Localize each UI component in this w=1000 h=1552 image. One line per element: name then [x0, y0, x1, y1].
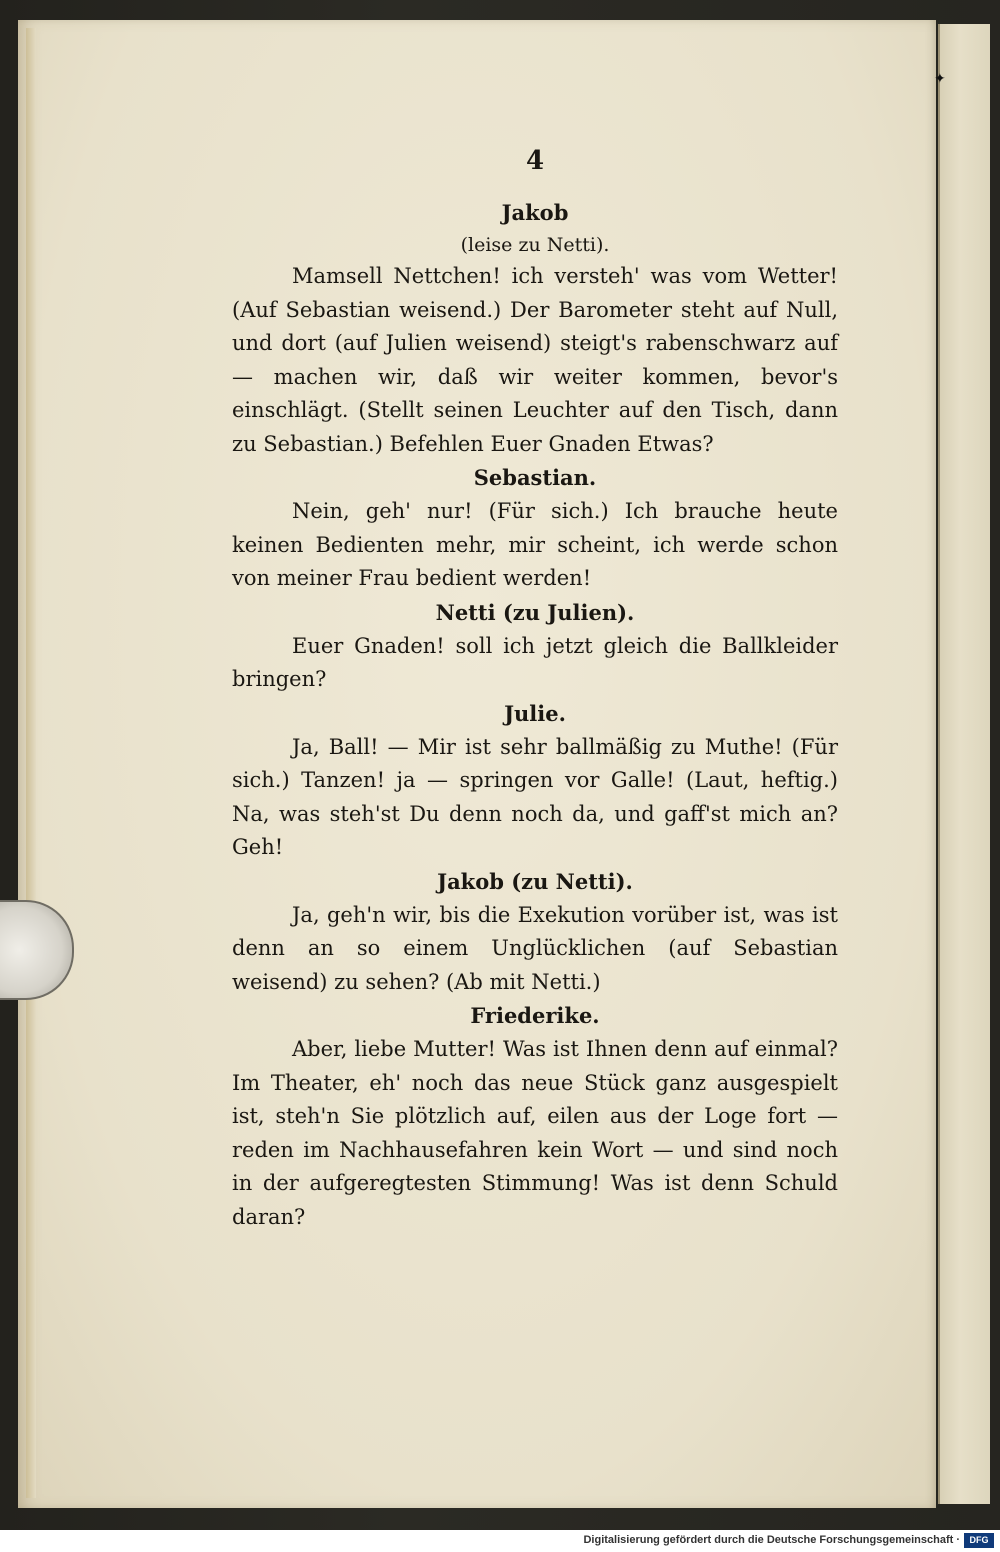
stage-direction: (leise zu Netti).: [460, 234, 610, 256]
dialogue-paragraph: Mamsell Nettchen! ich versteh' was vom Wetter! (Auf Sebastian weisend.) Der Barometer steht auf Null, und dort (auf Julien weisend) steigt's rabenschwarz auf — machen wir, daß wir weiter kommen, bevor's einschlägt. (Stellt seinen Leuchter auf den Tisch, dann zu Sebastian.) Befehlen Euer Gnaden Etwas?: [232, 264, 838, 456]
dialogue-paragraph: Nein, geh' nur! (Für sich.) Ich brauche heute keinen Bedienten mehr, mir scheint, ich werde schon von meiner Frau bedient werden!: [232, 499, 838, 590]
dfg-logo: DFG: [964, 1533, 994, 1548]
speaker-name: Netti (zu Julien).: [435, 599, 635, 625]
speaker-name: Friederike.: [470, 1003, 600, 1028]
dialogue-paragraph: Ja, Ball! — Mir ist sehr ballmäßig zu Muthe! (Für sich.) Tanzen! ja — springen vor Galle! (Laut, heftig.) Na, was steh'st Du denn noch da, und gaff'st mich an? Geh!: [232, 734, 838, 859]
dialogue-paragraph: Euer Gnaden! soll ich jetzt gleich die Ballkleider bringen?: [232, 633, 838, 691]
corner-mark: ✦: [934, 71, 946, 87]
credit-text: Digitalisierung gefördert durch die Deutsche Forschungsgemeinschaft ·: [583, 1534, 960, 1546]
speaker-name: Jakob (zu Netti).: [437, 868, 633, 894]
page-number: 4: [525, 146, 545, 176]
next-page-edge: [938, 24, 990, 1504]
page-gutter-shadow: [26, 28, 36, 1498]
speaker-name: Julie.: [504, 700, 566, 726]
dialogue-paragraph: Aber, liebe Mutter! Was ist Ihnen denn auf einmal? Im Theater, eh' noch das neue Stück ganz ausgespielt ist, steh'n Sie plötzlich auf, eilen aus der Loge fort — reden im Nachhausefahren kein Wort — und sind noch in der aufgeregtesten Stimmung! Was ist denn Schuld daran?: [232, 1037, 838, 1229]
dialogue-paragraph: Ja, geh'n wir, bis die Exekution vorüber ist, was ist denn an so einem Unglücklichen (auf Sebastian weisend) zu sehen? (Ab mit Netti.): [232, 902, 838, 994]
footer-bar: [0, 1530, 1000, 1552]
page-text: [232, 138, 838, 1234]
speaker-name: Jakob: [501, 200, 569, 225]
speaker-name: Sebastian.: [473, 465, 597, 490]
